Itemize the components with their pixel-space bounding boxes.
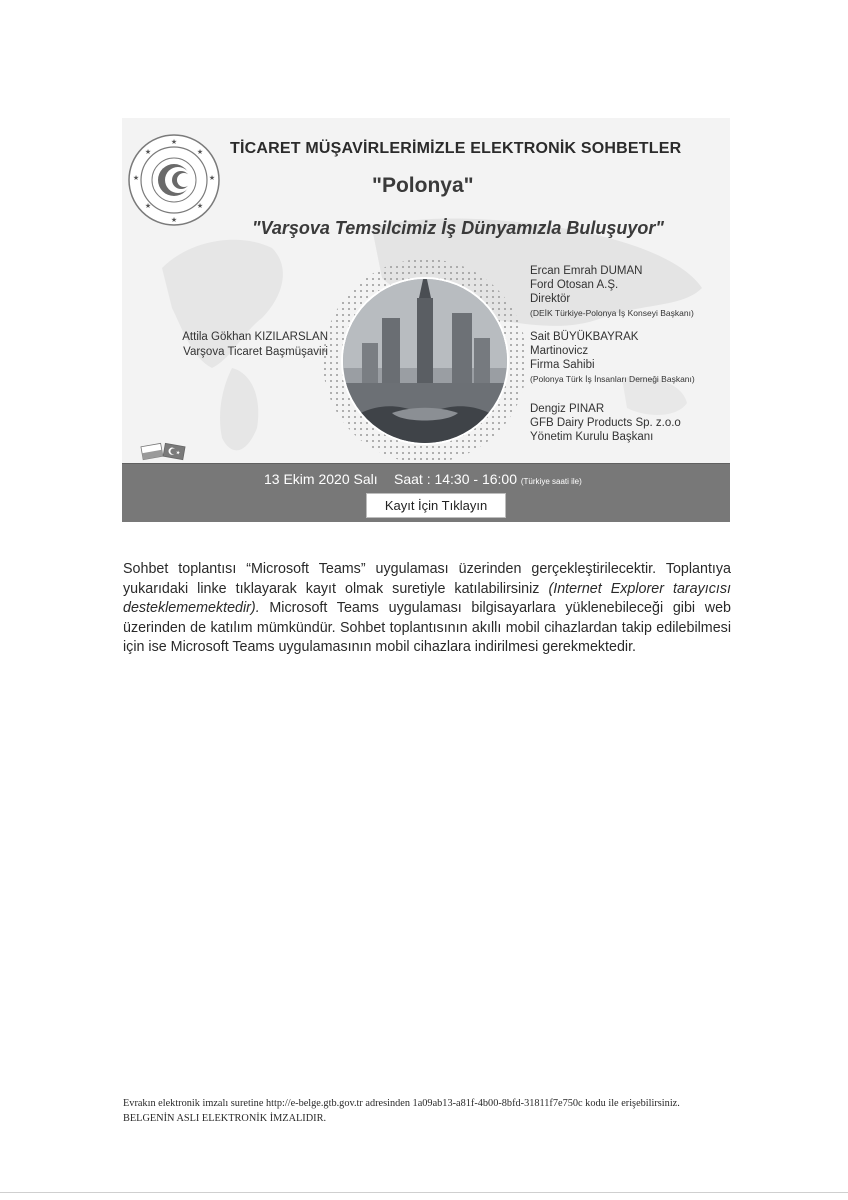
body-paragraph xyxy=(123,560,731,658)
poster-title: TİCARET MÜŞAVİRLERİMİZLE ELEKTRONİK SOHBETLER xyxy=(230,140,682,157)
event-time-value: Saat : 14:30 - 16:00 xyxy=(394,471,517,487)
speaker-role: Direktör xyxy=(530,293,571,305)
body-text-part2: Microsoft Teams uygulaması bilgisayarlara yüklenebileceği gibi web üzerinden de katılım mümkündür. Sohbet toplantısının akıllı mobil cihazlardan takip edilebilmesi için ise Microsoft Teams uygulamasının mobil cihazlara indirilmesi gerekmektedir. xyxy=(123,600,731,655)
host-block xyxy=(178,330,328,360)
speaker-role: Firma Sahibi xyxy=(530,359,595,371)
ministry-seal-logo xyxy=(128,134,220,226)
svg-text:★: ★ xyxy=(208,175,216,182)
svg-text:★: ★ xyxy=(175,449,181,457)
speaker-name: Ercan Emrah DUMAN xyxy=(530,265,643,277)
svg-text:★: ★ xyxy=(196,149,204,156)
poster-country: "Polonya" xyxy=(372,174,474,197)
date-band xyxy=(122,463,730,522)
host-name: Attila Gökhan KIZILARSLAN xyxy=(182,331,328,343)
body-text-italic: (Internet Explorer tarayıcısı desteklememektedir). xyxy=(123,580,731,616)
event-time xyxy=(394,471,582,487)
svg-text:★: ★ xyxy=(170,217,178,224)
svg-text:★: ★ xyxy=(144,149,152,156)
svg-text:★: ★ xyxy=(196,203,204,210)
speaker-company: GFB Dairy Products Sp. z.o.o xyxy=(530,417,681,429)
event-time-note: (Türkiye saati ile) xyxy=(520,477,582,486)
speaker-role: Yönetim Kurulu Başkanı xyxy=(530,431,654,443)
speaker-1 xyxy=(530,264,694,320)
event-poster xyxy=(122,118,730,522)
host-role: Varşova Ticaret Başmüşaviri xyxy=(183,346,328,358)
footer-line-2: BELGENİN ASLI ELEKTRONİK İMZALIDIR. xyxy=(123,1113,327,1124)
body-text-part1: Sohbet toplantısı “Microsoft Teams” uygulaması üzerinden gerçekleştirilecektir. Toplantıya yukarıdaki linke tıklayarak kayıt olmak suretiyle katılabilirsiniz xyxy=(123,561,731,597)
speaker-2 xyxy=(530,330,695,386)
register-button[interactable]: Kayıt İçin Tıklayın xyxy=(366,493,506,518)
speaker-note: (DEİK Türkiye-Polonya İş Konseyi Başkanı) xyxy=(530,308,694,318)
speaker-name: Dengiz PINAR xyxy=(530,403,605,415)
speaker-note: (Polonya Türk İş İnsanları Derneği Başkanı) xyxy=(530,374,695,384)
event-date: 13 Ekim 2020 Salı xyxy=(264,471,378,487)
speaker-company: Ford Otosan A.Ş. xyxy=(530,279,619,291)
footer-note xyxy=(123,1096,763,1126)
svg-text:★: ★ xyxy=(170,139,178,146)
flags-icon xyxy=(140,441,188,463)
speaker-3 xyxy=(530,402,681,444)
svg-text:★: ★ xyxy=(144,203,152,210)
speaker-name: Sait BÜYÜKBAYRAK xyxy=(530,331,639,343)
speaker-company: Martinovicz xyxy=(530,345,589,357)
bottom-divider xyxy=(0,1192,848,1193)
svg-text:★: ★ xyxy=(132,175,140,182)
footer-line-1: Evrakın elektronik imzalı suretine http://e-belge.gtb.gov.tr adresinden 1a09ab13-a81f-4b00-8bfd-31811f7e750c kodu ile erişebilirsiniz. xyxy=(123,1098,680,1109)
warsaw-handshake-photo xyxy=(322,258,528,464)
poster-tagline: "Varşova Temsilcimiz İş Dünyamızla Buluşuyor" xyxy=(252,218,664,238)
